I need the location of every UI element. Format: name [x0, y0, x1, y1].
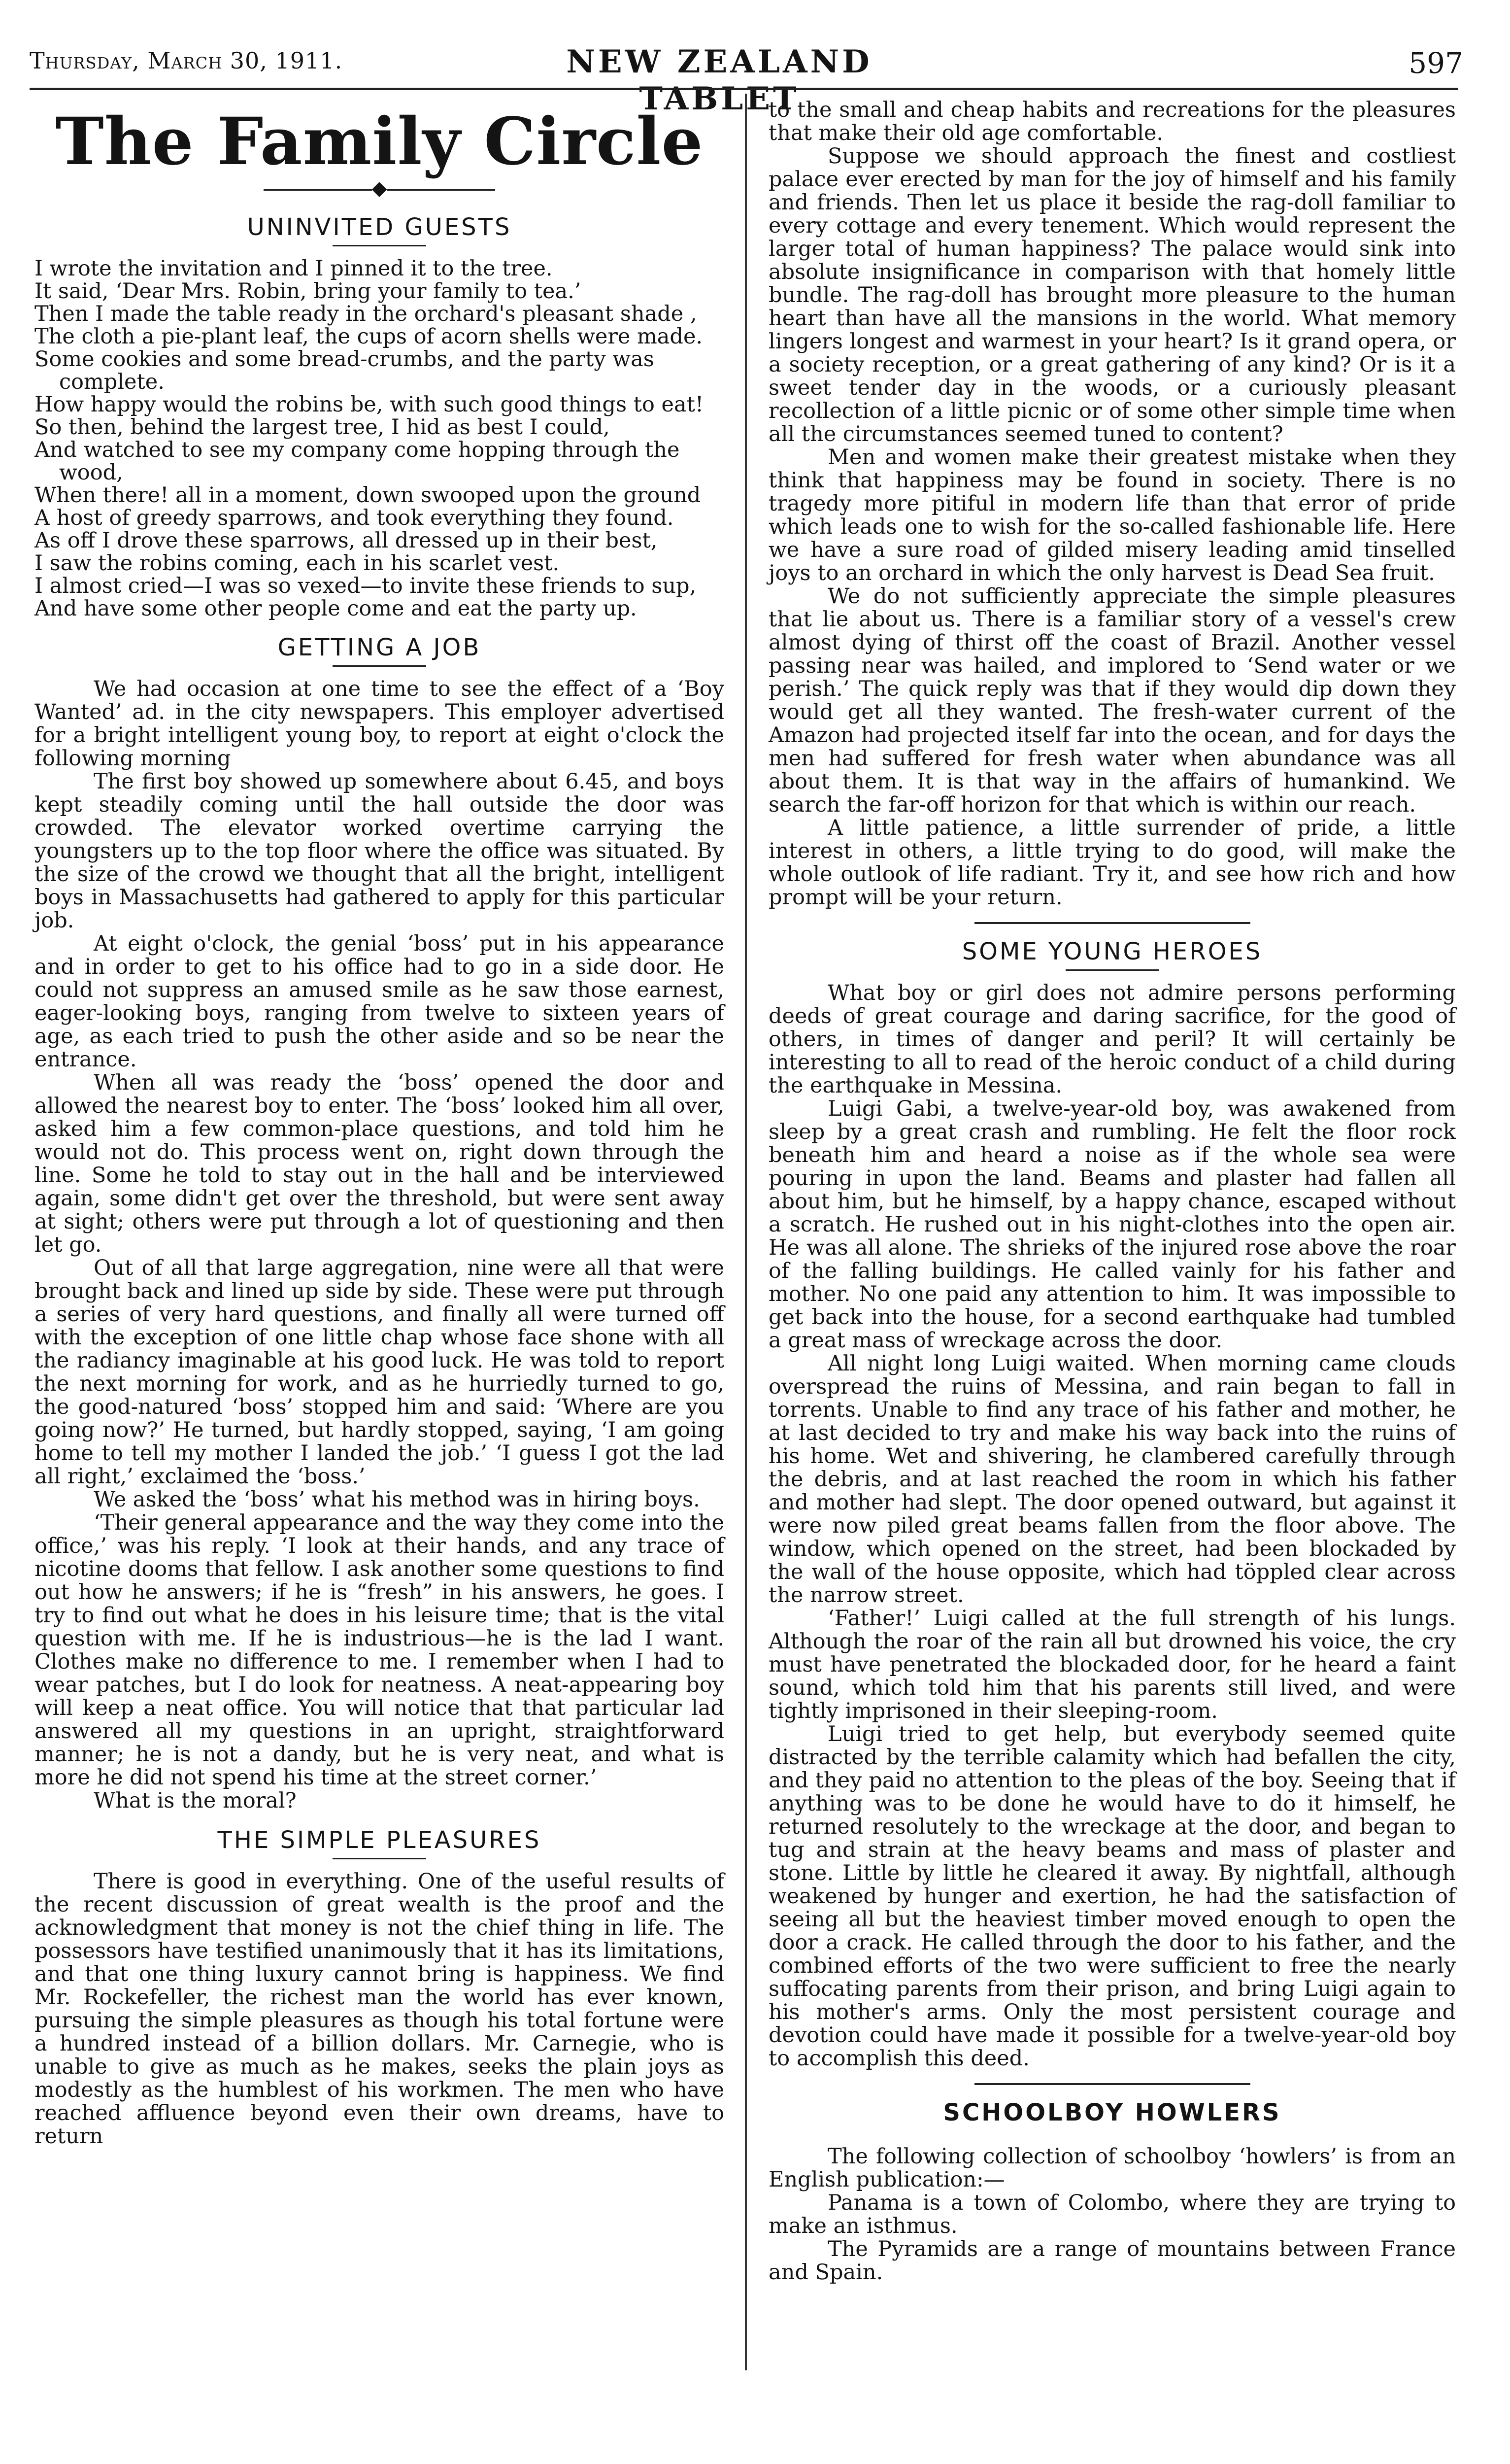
- poem-line: So then, behind the largest tree, I hid as best I could,: [34, 415, 610, 440]
- article-paragraph: The Pyramids are a range of mountains between France and Spain.: [769, 2237, 1456, 2285]
- column-divider: [745, 94, 747, 2370]
- article-paragraph: The following collection of schoolboy ‘howlers’ is from an English publication:—: [769, 2144, 1456, 2192]
- article-paragraph: to the small and cheap habits and recreations for the pleasures that make their old age comfortable.: [769, 98, 1456, 145]
- article-paragraph: Men and women make their greatest mistake when they think that happiness may be found in society. There is no tragedy more pitiful in modern life than that error of pride which leads one to wish for the so-called fashionable life. Here we have a sure road of gilded misery leading amid tinselled joys to an orchard in which the only harvest is Dead Sea fruit.: [769, 445, 1456, 585]
- young-heroes-title: SOME YOUNG HEROES: [962, 938, 1263, 965]
- article-paragraph: We asked the ‘boss’ what his method was in hiring boys.: [94, 1487, 700, 1512]
- section-rule: [333, 665, 426, 667]
- poem-line: I almost cried—I was so vexed—to invite these friends to sup,: [34, 574, 697, 598]
- article-paragraph: The first boy showed up somewhere about 6.45, and boys kept steadily coming until the hall outside the door was crowded. The elevator worked overtime carrying the youngsters up to the top floor where the office was situated. By the size of the crowd we thought that all the bright, intelligent boys in Massachusetts had gathered to apply for this particular job.: [34, 769, 724, 933]
- header-rule: [30, 88, 1458, 90]
- getting-a-job-title: GETTING A JOB: [277, 634, 481, 661]
- section-rule: [333, 1858, 426, 1859]
- poem-line: The cloth a pie-plant leaf, the cups of acorn shells were made.: [34, 324, 703, 349]
- section-rule: [333, 245, 426, 246]
- simple-pleasures-title: THE SIMPLE PLEASURES: [217, 1826, 541, 1854]
- page-title: The Family Circle: [55, 103, 704, 180]
- article-paragraph: Suppose we should approach the finest and costliest palace ever erected by man for the joy of himself and his family and friends. Then let us place it beside the rag-doll familiar to every cottage and every tenement. Which would represent the larger total of human happiness? The palace would sink into absolute insignificance in comparison with that homely little bundle. The rag-doll has brought more pleasure to the human heart than have all the mansions in the world. What memory lingers longest and warmest in your heart? Is it grand opera, or a society reception, or a great gathering of any kind? Or is it a sweet tender day in the woods, or a curiously pleasant recollection of a little picnic or of some other simple time when all the circumstances seemed tuned to content?: [769, 144, 1456, 446]
- poem-line: And watched to see my company come hopping through the wood,: [34, 438, 680, 485]
- masthead: NEW ZEALAND TABLET: [566, 43, 872, 117]
- schoolboy-howlers-title: SCHOOLBOY HOWLERS: [943, 2099, 1281, 2126]
- poem-line: How happy would the robins be, with such good things to eat!: [34, 392, 704, 417]
- article-paragraph: ‘Their general appearance and the way they come into the office,’ was his reply. ‘I look at their hands, and any trace of nicotine dooms that fellow. I ask another some questions to find out how he answers; if he is “fresh” in his answers, he goes. I try to find out what he does in his leisure time; that is the vital question with me. If he is industrious—he is the lad I want. Clothes make no difference to me. I remember when I had to wear patches, but I do look for neatness. A neat-appearing boy will keep a neat office. You will notice that that particular lad answered all my questions in an upright, straightforward manner; he is not a dandy, but he is very neat, and what is more he did not spend his time at the street corner.’: [34, 1510, 724, 1790]
- article-paragraph: When all was ready the ‘boss’ opened the door and allowed the nearest boy to enter. The ‘boss’ looked him all over, asked him a few common-place questions, and told him he would not do. This process went on, right down through the line. Some he told to stay out in the hall and be interviewed again, some didn't get over the threshold, but were sent away at sight; others were put through a lot of questioning and then let go.: [34, 1070, 724, 1257]
- poem-line: A host of greedy sparrows, and took everything they found.: [34, 506, 674, 530]
- article-end-rule: [974, 2083, 1250, 2085]
- section-rule: [1066, 969, 1159, 971]
- article-paragraph: We do not sufficiently appreciate the simple pleasures that lie about us. There is a familiar story of a vessel's crew almost dying of thirst off the coast of Brazil. Another vessel passing near was hailed, and implored to ‘Send water or we perish.’ The quick reply was that if they would dip down they would get all they wanted. The fresh-water current of the Amazon had projected itself far into the ocean, and for days the men had suffered for fresh water when abundance was all about them. It is that way in the affairs of humankind. We search the far-off horizon for that which is within our reach.: [769, 584, 1456, 817]
- article-paragraph: What boy or girl does not admire persons performing deeds of great courage and daring sacrifice, for the good of others, in times of danger and peril? It will certainly be interesting to all to read of the heroic conduct of a child during the earthquake in Messina.: [769, 981, 1456, 1098]
- article-paragraph: A little patience, a little surrender of pride, a little interest in others, a little trying to do good, will make the whole outlook of life radiant. Try it, and see how rich and how prompt will be your return.: [769, 816, 1456, 910]
- article-end-rule: [974, 922, 1250, 924]
- poem-line: Then I made the table ready in the orchard's pleasant shade ,: [34, 302, 697, 326]
- right-column: [769, 99, 1456, 2464]
- title-ornament: ◆: [34, 177, 724, 200]
- page-number: 597: [1409, 46, 1463, 80]
- poem-line: I wrote the invitation and I pinned it to the tree.: [34, 256, 553, 281]
- uninvited-guests-title: UNINVITED GUESTS: [247, 213, 512, 241]
- article-paragraph: Out of all that large aggregation, nine were all that were brought back and lined up side by side. These were put through a series of very hard questions, and finally all were turned off with the exception of one little chap whose face shone with all the radiancy imaginable at his good luck. He was told to report the next morning for work, and as he hurriedly turned to go, the good-natured ‘boss’ stopped him and said: ‘Where are you going now?’ He turned, but hardly stopped, saying, ‘I am going home to tell my mother I landed the job.’ ‘I guess I got the lad all right,’ exclaimed the ‘boss.’: [34, 1256, 724, 1489]
- article-paragraph: At eight o'clock, the genial ‘boss’ put in his appearance and in order to get to his office had to go in a side door. He could not suppress an amused smile as he saw those earnest, eager-looking boys, ranging from twelve to sixteen years of age, as each tried to push the other aside and so be near the entrance.: [34, 931, 724, 1072]
- article-paragraph: Luigi Gabi, a twelve-year-old boy, was awakened from sleep by a great crash and rumbling. He felt the floor rock beneath him and heard a noise as if the whole sea were pouring in upon the land. Beams and plaster had fallen all about him, but he himself, by a happy chance, escaped without a scratch. He rushed out in his night-clothes into the open air. He was all alone. The shrieks of the injured rose above the roar of the falling buildings. He called vainly for his father and mother. No one paid any attention to him. It was impossible to get back into the house, for a second earthquake had tumbled a great mass of wreckage across the door.: [769, 1096, 1456, 1353]
- article-paragraph: All night long Luigi waited. When morning came clouds overspread the ruins of Messina, and rain began to fall in torrents. Unable to find any trace of his father and mother, he at last decided to try and make his way back into the ruins of his home. Wet and shivering, he clambered carefully through the debris, and at last reached the room in which his father and mother had slept. The door opened outward, but against it were now piled great beams fallen from the floor above. The window, which opened on the street, had been blockaded by the wall of the house opposite, which had töppled clear across the narrow street.: [769, 1351, 1456, 1608]
- article-paragraph: There is good in everything. One of the useful results of the recent discussion of great wealth is the proof and the acknowledgment that money is not the chief thing in life. The possessors have testified unanimously that it has its limitations, and that one thing luxury cannot bring is happiness. We find Mr. Rockefeller, the richest man the world has ever known, pursuing the simple pleasures as though his total fortune were a hundred instead of a billion dollars. Mr. Carnegie, who is unable to give as much as he makes, seeks the plain joys as modestly as the humblest of his workmen. The men who have reached affluence beyond even their own dreams, have to return: [34, 1869, 724, 2149]
- uninvited-guests-poem: [34, 257, 724, 620]
- poem-line: It said, ‘Dear Mrs. Robin, bring your family to tea.’: [34, 279, 581, 304]
- article-paragraph: We had occasion at one time to see the effect of a ‘Boy Wanted’ ad. in the city newspapers. This employer advertised for a bright intelligent young boy, to report at eight o'clock the following morning: [34, 677, 724, 771]
- article-paragraph: What is the moral?: [94, 1788, 297, 1813]
- left-column: [34, 99, 724, 2464]
- article-paragraph: Panama is a town of Colombo, where they are trying to make an isthmus.: [769, 2190, 1456, 2238]
- poem-line: And have some other people come and eat the party up.: [34, 596, 637, 621]
- poem-line: Some cookies and some bread-crumbs, and the party was complete.: [34, 347, 654, 394]
- issue-date: Thursday, March 30, 1911.: [30, 47, 343, 74]
- poem-line: As off I drove these sparrows, all dressed up in their best,: [34, 528, 658, 553]
- poem-line: When there! all in a moment, down swooped upon the ground: [34, 483, 701, 508]
- page-header: [30, 43, 1463, 117]
- article-paragraph: Luigi tried to get help, but everybody seemed quite distracted by the terrible calamity which had befallen the city, and they paid no attention to the pleas of the boy. Seeing that if anything was to be done he would have to do it himself, he returned resolutely to the wreckage at the door, and began to tug and strain at the heavy beams and mass of plaster and stone. Little by little he cleared it away. By nightfall, although weakened by hunger and exertion, he had the satisfaction of seeing all but the heaviest timber moved enough to open the door a crack. He called through the door to his father, and the combined efforts of the two were sufficient to free the nearly suffocating parents from their prison, and bring Luigi again to his mother's arms. Only the most persistent courage and devotion could have made it possible for a twelve-year-old boy to accomplish this deed.: [769, 1722, 1456, 2071]
- article-paragraph: ‘Father!’ Luigi called at the full strength of his lungs. Although the roar of the rain all but drowned his voice, the cry must have penetrated the blockaded door, for he heard a faint sound, which told him that his parents still lived, and were tightly imprisoned in their sleeping-room.: [769, 1606, 1456, 1723]
- poem-line: I saw the robins coming, each in his scarlet vest.: [34, 551, 560, 576]
